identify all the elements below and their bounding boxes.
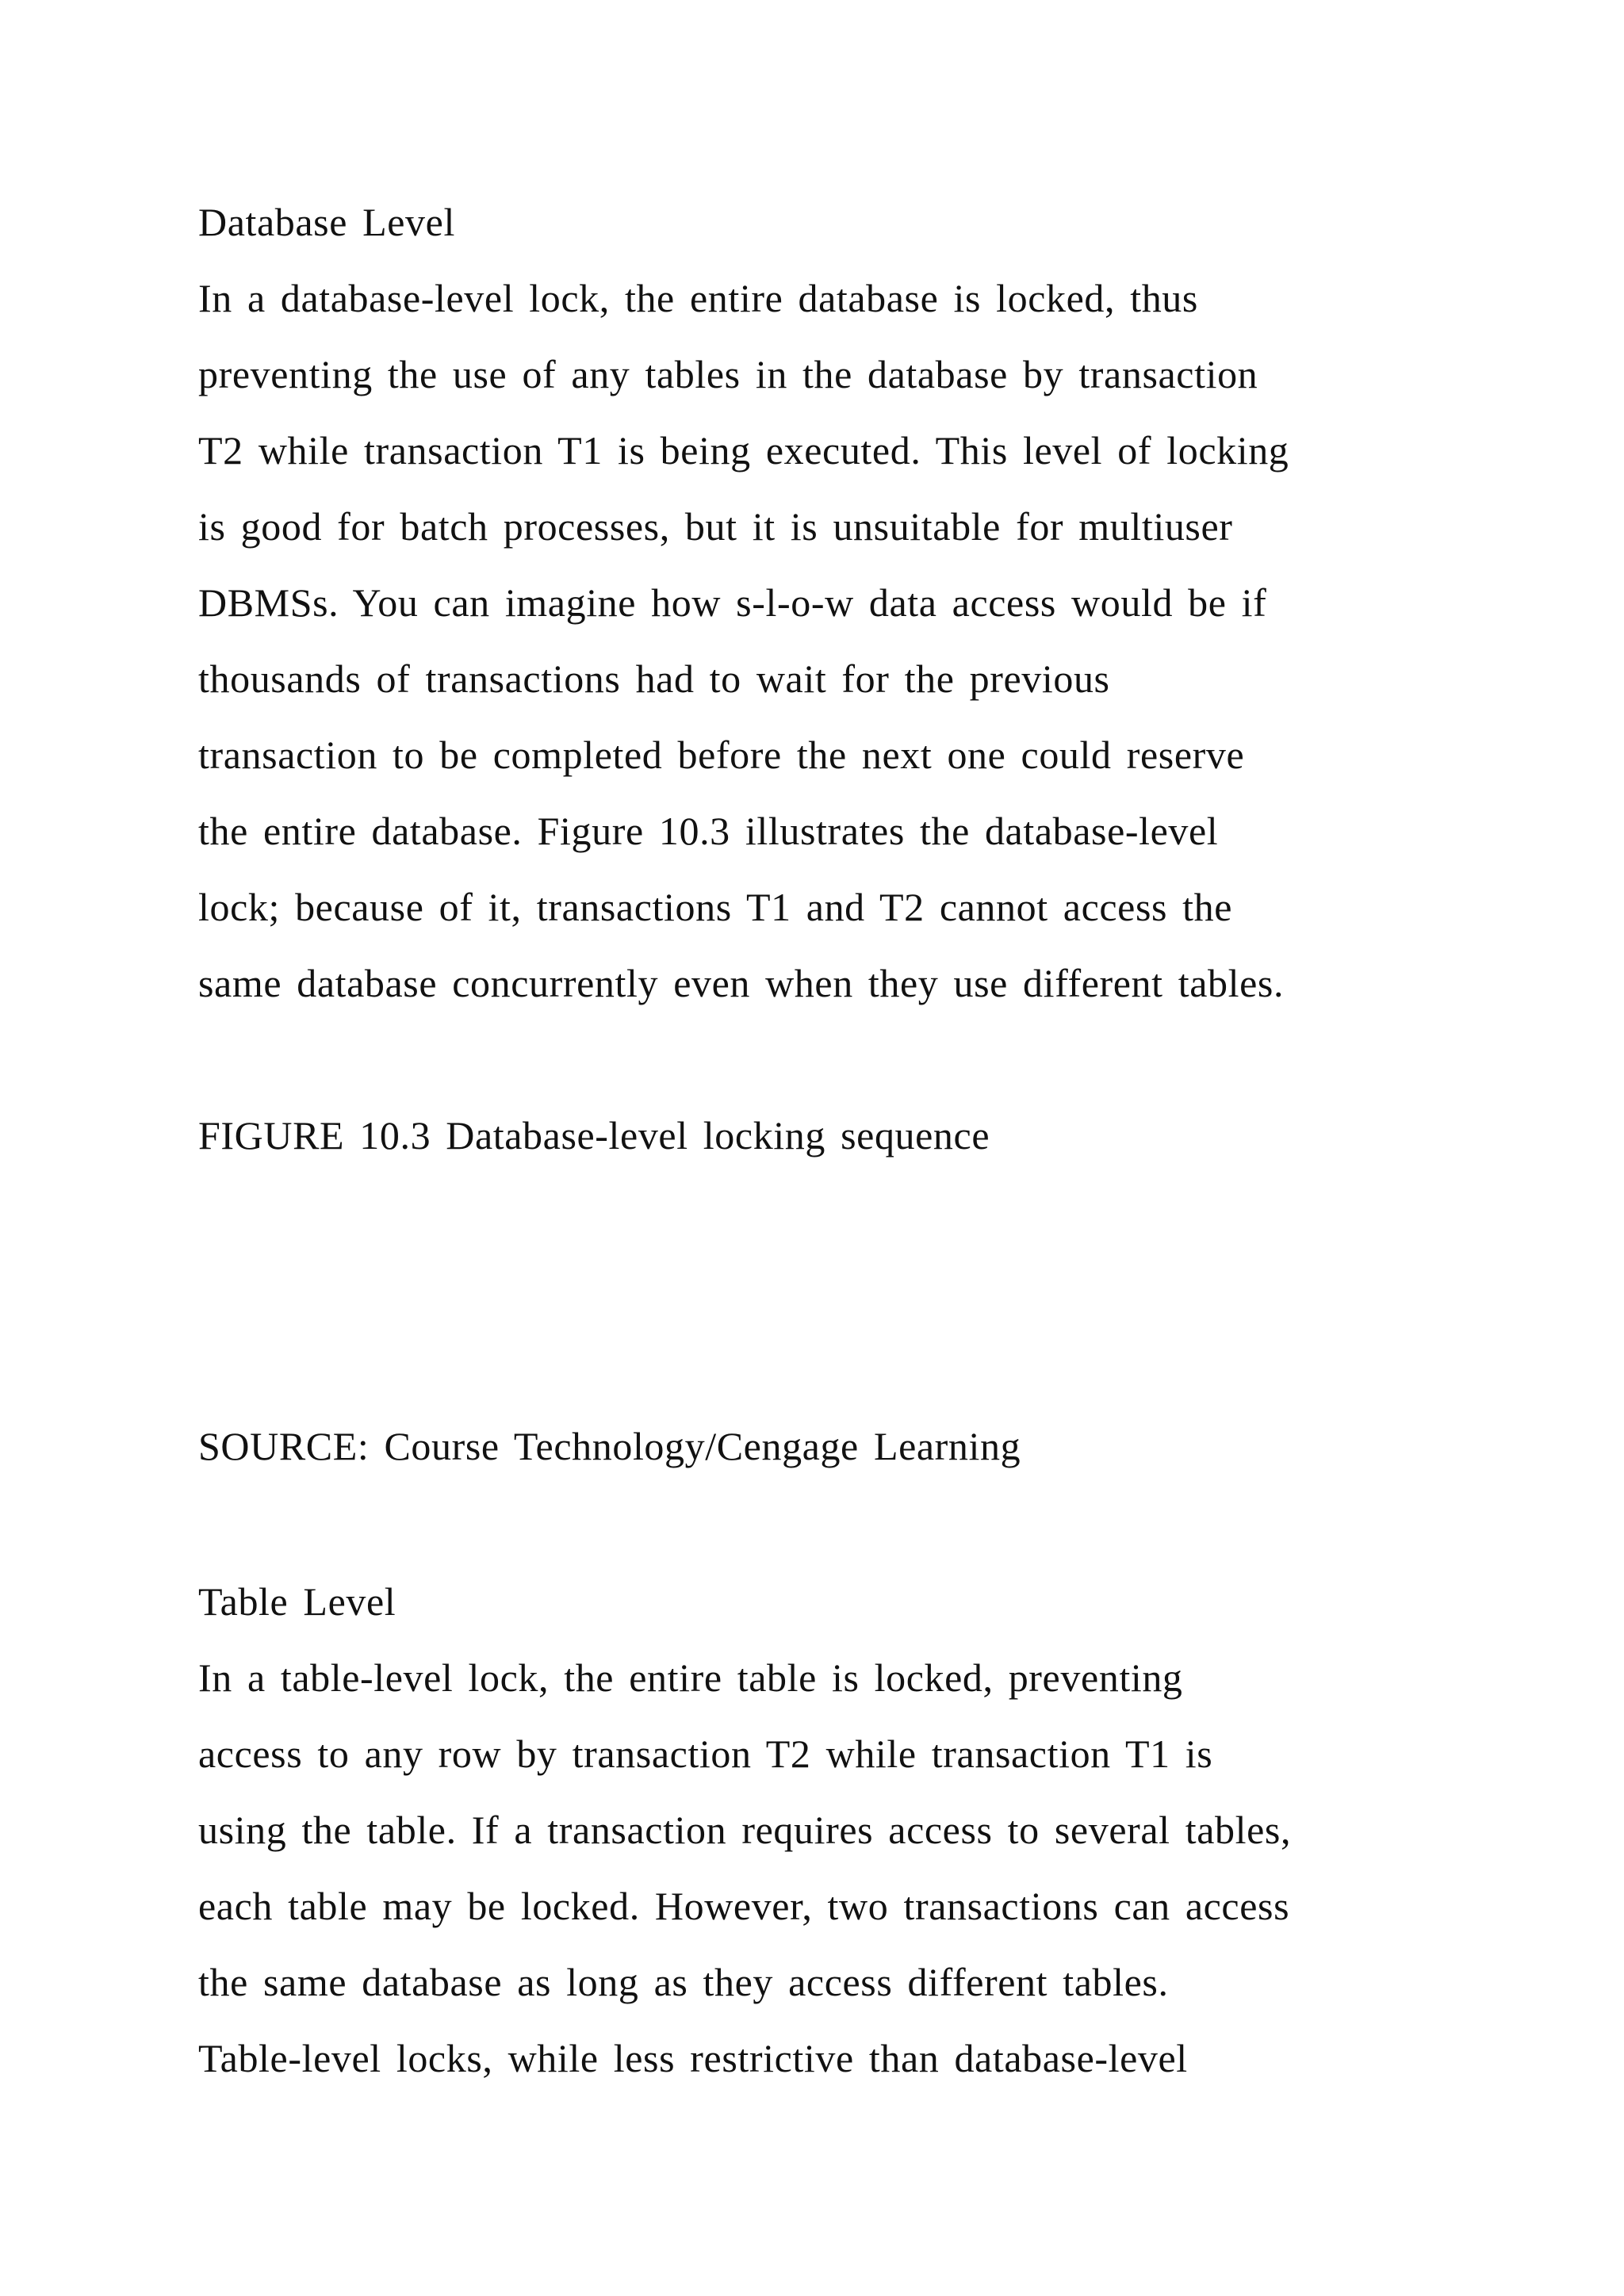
paragraph-line: DBMSs. You can imagine how s-l-o-w data access would be if [198,580,1267,625]
paragraph-line: Table-level locks, while less restrictive than database-level [198,2036,1188,2080]
section-heading-table-level: Table Level [198,1579,396,1624]
paragraph-line: access to any row by transaction T2 while transaction T1 is [198,1732,1213,1776]
paragraph-line: the entire database. Figure 10.3 illustrates the database-level [198,809,1219,853]
figure-caption: FIGURE 10.3 Database-level locking sequence [198,1113,990,1158]
paragraph-line: thousands of transactions had to wait for the previous [198,656,1110,701]
paragraph-line: is good for batch processes, but it is unsuitable for multiuser [198,504,1233,549]
section-heading-database-level: Database Level [198,200,455,244]
paragraph-line: In a database-level lock, the entire database is locked, thus [198,276,1198,320]
paragraph-line: lock; because of it, transactions T1 and T2 cannot access the [198,885,1233,929]
figure-source: SOURCE: Course Technology/Cengage Learning [198,1424,1021,1468]
paragraph-line: using the table. If a transaction requires access to several tables, [198,1808,1292,1852]
paragraph-line: preventing the use of any tables in the database by transaction [198,352,1258,396]
paragraph-line: transaction to be completed before the next one could reserve [198,733,1245,777]
paragraph-line: each table may be locked. However, two transactions can access [198,1884,1290,1928]
paragraph-line: In a table-level lock, the entire table is locked, preventing [198,1655,1183,1700]
paragraph-line: T2 while transaction T1 is being executed. This level of locking [198,428,1289,473]
paragraph-line: same database concurrently even when they use different tables. [198,961,1285,1005]
paragraph-line: the same database as long as they access different tables. [198,1960,1169,2004]
